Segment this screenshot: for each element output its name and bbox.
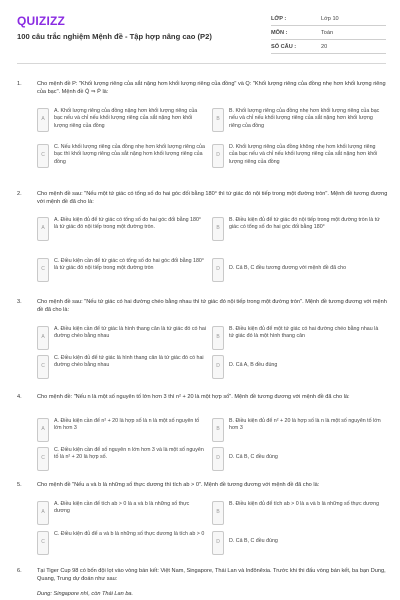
option-letter: C — [37, 447, 49, 471]
option-letter: B — [212, 326, 224, 350]
option-text: C. Điều kiện đủ để tứ giác là hình thang cân là tứ giác đó có hai đường chéo bằng nhau — [54, 355, 204, 369]
option-letter: A — [37, 418, 49, 442]
option-letter: A — [37, 326, 49, 350]
meta-label: MÔN : — [271, 29, 288, 36]
option-letter: D — [212, 531, 224, 555]
option-letter: D — [212, 447, 224, 471]
meta-label: SỐ CÂU : — [271, 43, 297, 50]
question-number: 2. — [17, 191, 22, 197]
meta-value: Lớp 10 — [321, 15, 339, 22]
question-text: Cho mệnh đề P: "Khối lượng riêng của sắt nặng hơn khối lượng riêng của đồng" và Q: "Khối lượng riêng của đồng nhẹ hơn khối lượng riêng của bạc". Mệnh đề Q̄ ⇒ P̄ là: — [37, 81, 386, 95]
question-1 — [17, 80, 388, 180]
meta-label: LỚP : — [271, 15, 287, 22]
question-text: Cho mệnh đề: "Nếu n là một số nguyên tố lớn hơn 3 thì n² + 20 là một hợp số". Mệnh đề tương đương với mệnh đề đã cho là: — [37, 394, 350, 400]
meta-info — [271, 12, 386, 54]
option-letter: C — [37, 144, 49, 168]
question-4 — [17, 393, 388, 473]
question-number: 4. — [17, 394, 22, 400]
option-text: B. Điều kiện đủ để n² + 20 là hợp số là n là một số nguyên tố lớn hơn 3 — [229, 418, 381, 432]
quizizz-logo: QUIZIZZ — [17, 14, 66, 28]
question-number: 3. — [17, 299, 22, 305]
option-text: C. Điều kiện cần để tứ giác có tổng số đo hai góc đối bằng 180° là tứ giác đó nội tiếp trong một đường tròn — [54, 258, 204, 272]
question-text: Cho mệnh đề "Nếu a và b là những số thực dương thì tích ab > 0". Mệnh đề tương đương với mệnh đề đã cho là: — [37, 482, 320, 488]
option-letter: B — [212, 217, 224, 241]
meta-row-subject — [271, 26, 386, 40]
option-text: A. Điều kiện cần để tứ giác là hình thang cân là tứ giác đó có hai đường chéo bằng nhau — [54, 326, 206, 340]
question-6 — [17, 567, 388, 600]
option-text: D. Cả B, C đều đúng — [229, 454, 278, 460]
question-text: Cho mệnh đề sau: "Nếu tứ giác có hai đường chéo bằng nhau thì tứ giác đó nội tiếp trong một đường tròn". Mệnh đề tương đương với mệnh đề đã cho là: — [37, 299, 387, 313]
meta-row-question-count — [271, 40, 386, 54]
question-text: Tại Tiger Cup 98 có bốn đội lọt vào vòng bán kết: Việt Nam, Singapore, Thái Lan và Inđônêxia. Trước khi thi đấu vòng bán kết, ba bạn Dung, Quang, Trung dự đoán như sau: — [37, 568, 386, 582]
option-letter: A — [37, 217, 49, 241]
page-title: 100 câu trắc nghiệm Mệnh đề - Tập hợp nâng cao (P2) — [17, 32, 212, 41]
question-text: Cho mệnh đề sau: "Nếu một tứ giác có tổng số đo hai góc đối bằng 180° thì tứ giác đó nội tiếp trong một đường tròn". Mệnh đề tương đương với mệnh đề đã cho là: — [37, 191, 388, 205]
option-letter: D — [212, 258, 224, 282]
option-text: A. Điều kiện đủ để tứ giác có tổng số đo hai góc đối bằng 180° là tứ giác đó nội tiếp trong một đường tròn. — [54, 217, 202, 231]
meta-row-grade — [271, 12, 386, 26]
meta-value: Toán — [321, 29, 334, 36]
option-letter: C — [37, 258, 49, 282]
question-5 — [17, 481, 388, 561]
option-letter: C — [37, 531, 49, 555]
option-text: D. Cả B, C đều tương đương với mệnh đề đã cho — [229, 265, 347, 271]
option-text: B. Khối lượng riêng của đồng nhẹ hơn khối lượng riêng của bạc nếu và chỉ nếu khối lượng riêng của sắt nặng hơn khối lượng riêng của đồng — [229, 108, 380, 129]
question-note: Dung: Singapore nhì, còn Thái Lan ba. — [37, 591, 134, 597]
question-2 — [17, 190, 388, 290]
question-number: 5. — [17, 482, 22, 488]
option-text: B. Điều kiện đủ để một tứ giác có hai đường chéo bằng nhau là tứ giác đó là một hình thang cân — [229, 326, 379, 340]
option-text: C. Điều kiện đủ để a và b là những số thực dương là tích ab > 0 — [54, 531, 205, 537]
meta-value: 20 — [321, 43, 328, 50]
question-number: 6. — [17, 568, 22, 574]
question-3 — [17, 298, 388, 378]
header-divider — [17, 63, 386, 64]
option-text: A. Khối lượng riêng của đồng nặng hơn khối lượng riêng của bạc nếu và chỉ nếu khối lượng riêng của sắt nặng hơn khối lượng riêng của đồng — [54, 108, 198, 129]
option-text: A. Điều kiện cần để tích ab > 0 là a và b là những số thực dương — [54, 501, 190, 515]
option-letter: B — [212, 418, 224, 442]
option-text: D. Cả A, B đều đúng — [229, 362, 278, 368]
question-number: 1. — [17, 81, 22, 87]
option-letter: B — [212, 501, 224, 525]
option-text: C. Nếu khối lượng riêng của đồng nhẹ hơn khối lượng riêng của bạc thì khối lượng riêng của sắt nặng hơn khối lượng riêng của đồng — [54, 144, 205, 165]
option-text: D. Cả B, C đều đúng — [229, 538, 278, 544]
option-text: D. Khối lượng riêng của đồng không nhẹ hơn khối lượng riêng của bạc nếu và chỉ nếu khối lượng riêng của sắt nặng hơn khối lượng riêng của đồng — [229, 144, 378, 165]
option-letter: D — [212, 144, 224, 168]
option-letter: D — [212, 355, 224, 379]
option-letter: B — [212, 108, 224, 132]
option-text: A. Điều kiện cần để n² + 20 là hợp số là n là một số nguyên tố lớn hơn 3 — [54, 418, 200, 432]
option-letter: C — [37, 355, 49, 379]
option-text: C. Điều kiện cần để số nguyên n lớn hơn 3 và là một số nguyên tố là n² + 20 là hợp số. — [54, 447, 204, 461]
option-text: B. Điều kiện đủ để tứ giác đó nội tiếp trong một đường tròn là tứ giác có tổng số đo hai góc đối bằng 180° — [229, 217, 380, 231]
option-letter: A — [37, 501, 49, 525]
option-text: B. Điều kiện đủ để tích ab > 0 là a và b là những số thực dương — [229, 501, 380, 507]
option-letter: A — [37, 108, 49, 132]
